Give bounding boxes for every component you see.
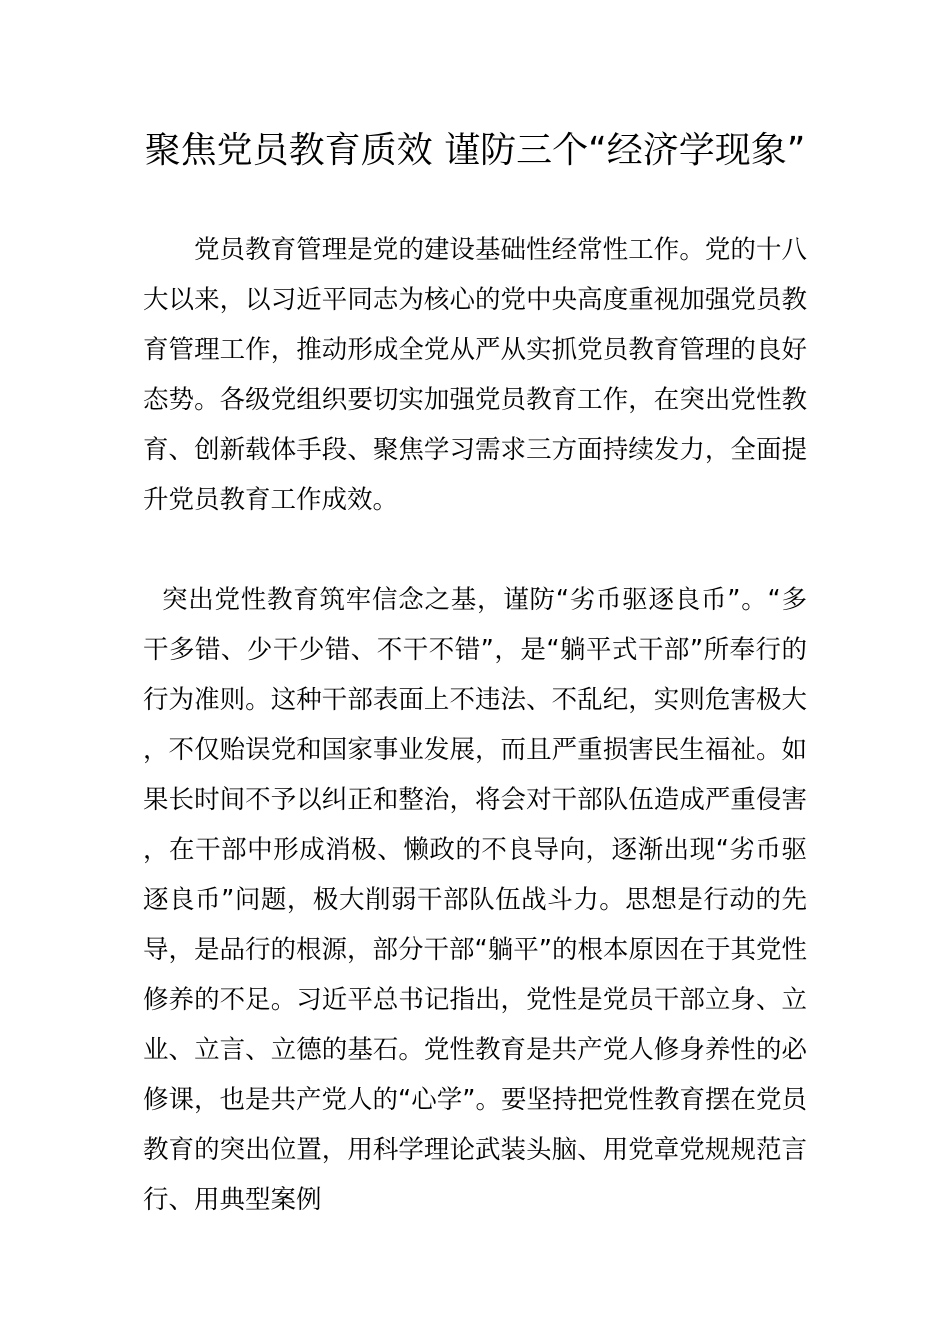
paragraph-intro: 党员教育管理是党的建设基础性经常性工作。党的十八大以来，以习近平同志为核心的党中央高度重视加强党员教育管理工作，推动形成全党从严从实抓党员教育管理的良好态势。各级党组织要切实加强党员教育工作，在突出党性教育、创新载体手段、聚焦学习需求三方面持续发力，全面提升党员教育工作成效。 <box>143 235 807 515</box>
document-title: 聚焦党员教育质效 谨防三个“经济学现象” <box>144 130 806 171</box>
paragraph-party-spirit-education: 突出党性教育筑牢信念之基，谨防“劣币驱逐良币”。“多干多错、少干少错、不干不错”，是“躺平式干部”所奉行的行为准则。这种干部表面上不违法、不乱纪，实则危害极大，不仅贻误党和国家事业发展，而且严重损害民生福祉。如果长时间不予以纠正和整治，将会对干部队伍造成严重侵害，在干部中形成消极、懒政的不良导向，逐渐出现“劣币驱逐良币”问题，极大削弱干部队伍战斗力。思想是行动的先导，是品行的根源，部分干部“躺平”的根本原因在于其党性修养的不足。习近平总书记指出，党性是党员干部立身、立业、立言、立德的基石。党性教育是共产党人修身养性的必修课，也是共产党人的“心学”。要坚持把党性教育摆在党员教育的突出位置，用科学理论武装头脑、用党章党规规范言行、用典型案例 <box>143 585 807 1215</box>
